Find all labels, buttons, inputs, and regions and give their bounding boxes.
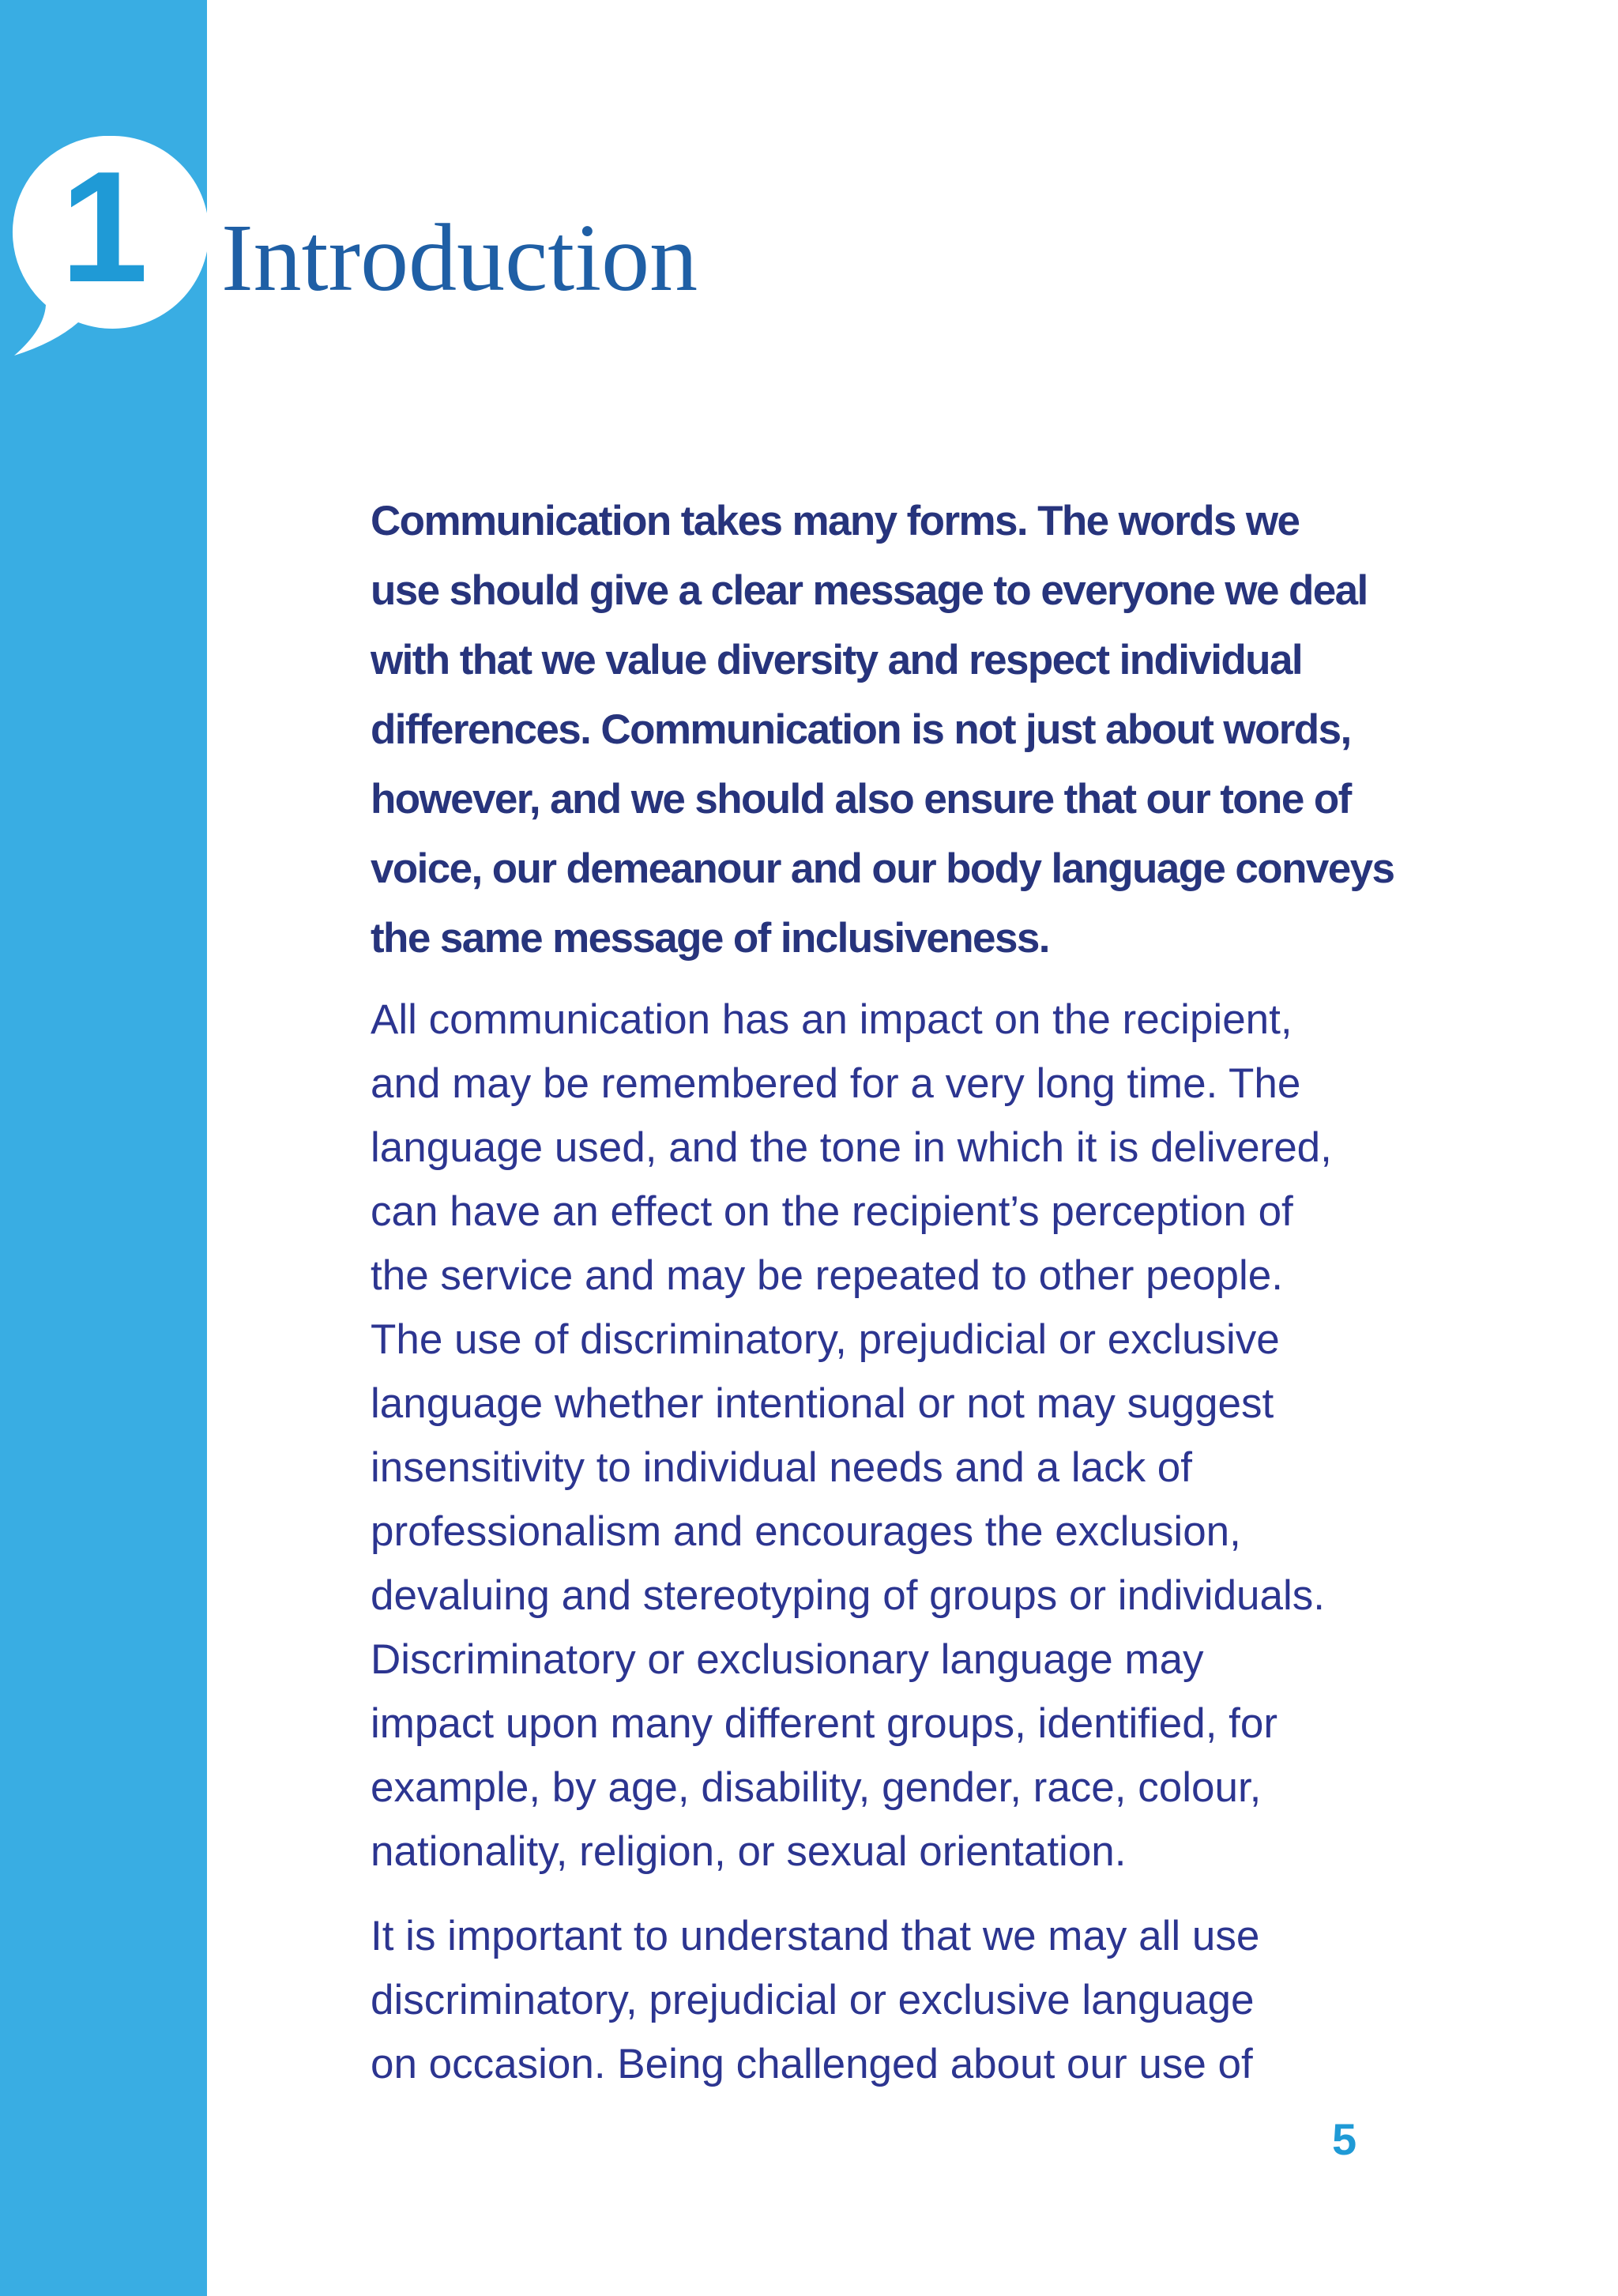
text-line: The use of discriminatory, prejudicial or exclusive <box>371 1316 1280 1363</box>
text-line: Discriminatory or exclusionary language may <box>371 1636 1204 1683</box>
text-line: insensitivity to individual needs and a lack of <box>371 1444 1192 1491</box>
text-line: All communication has an impact on the recipient, <box>371 996 1293 1043</box>
text-line: Communication takes many forms. The words we <box>371 498 1300 544</box>
text-line: and may be remembered for a very long time. The <box>371 1060 1301 1107</box>
text-line: differences. Communication is not just about words, <box>371 706 1351 753</box>
page-number: 5 <box>1332 2114 1357 2164</box>
text-line: professionalism and encourages the exclusion, <box>371 1508 1241 1555</box>
text-line: with that we value diversity and respect individual <box>371 637 1302 683</box>
text-line: example, by age, disability, gender, race, colour, <box>371 1764 1262 1811</box>
text-line: however, and we should also ensure that our tone of <box>371 776 1351 822</box>
chapter-number: 1 <box>60 139 149 315</box>
body-paragraph-1 <box>371 988 1445 1884</box>
text-line: It is important to understand that we may all use <box>371 1913 1260 1959</box>
text-line: nationality, religion, or sexual orientation. <box>371 1828 1127 1875</box>
text-line: language whether intentional or not may suggest <box>371 1380 1274 1427</box>
text-line: on occasion. Being challenged about our use of <box>371 2041 1253 2087</box>
lead-paragraph <box>371 487 1445 973</box>
text-line: can have an effect on the recipient’s perception of <box>371 1188 1293 1235</box>
text-line: the same message of inclusiveness. <box>371 915 1049 962</box>
page-title: Introduction <box>221 205 698 311</box>
text-line: impact upon many different groups, identified, for <box>371 1700 1278 1747</box>
text-line: the service and may be repeated to other people. <box>371 1252 1283 1299</box>
content-column <box>371 487 1445 2096</box>
text-line: voice, our demeanour and our body language conveys <box>371 845 1394 892</box>
text-line: discriminatory, prejudicial or exclusive language <box>371 1977 1255 2023</box>
text-line: language used, and the tone in which it is delivered, <box>371 1124 1332 1171</box>
body-paragraph-2 <box>371 1904 1445 2096</box>
text-line: devaluing and stereotyping of groups or individuals. <box>371 1572 1326 1619</box>
text-line: use should give a clear message to everyone we deal <box>371 567 1368 614</box>
